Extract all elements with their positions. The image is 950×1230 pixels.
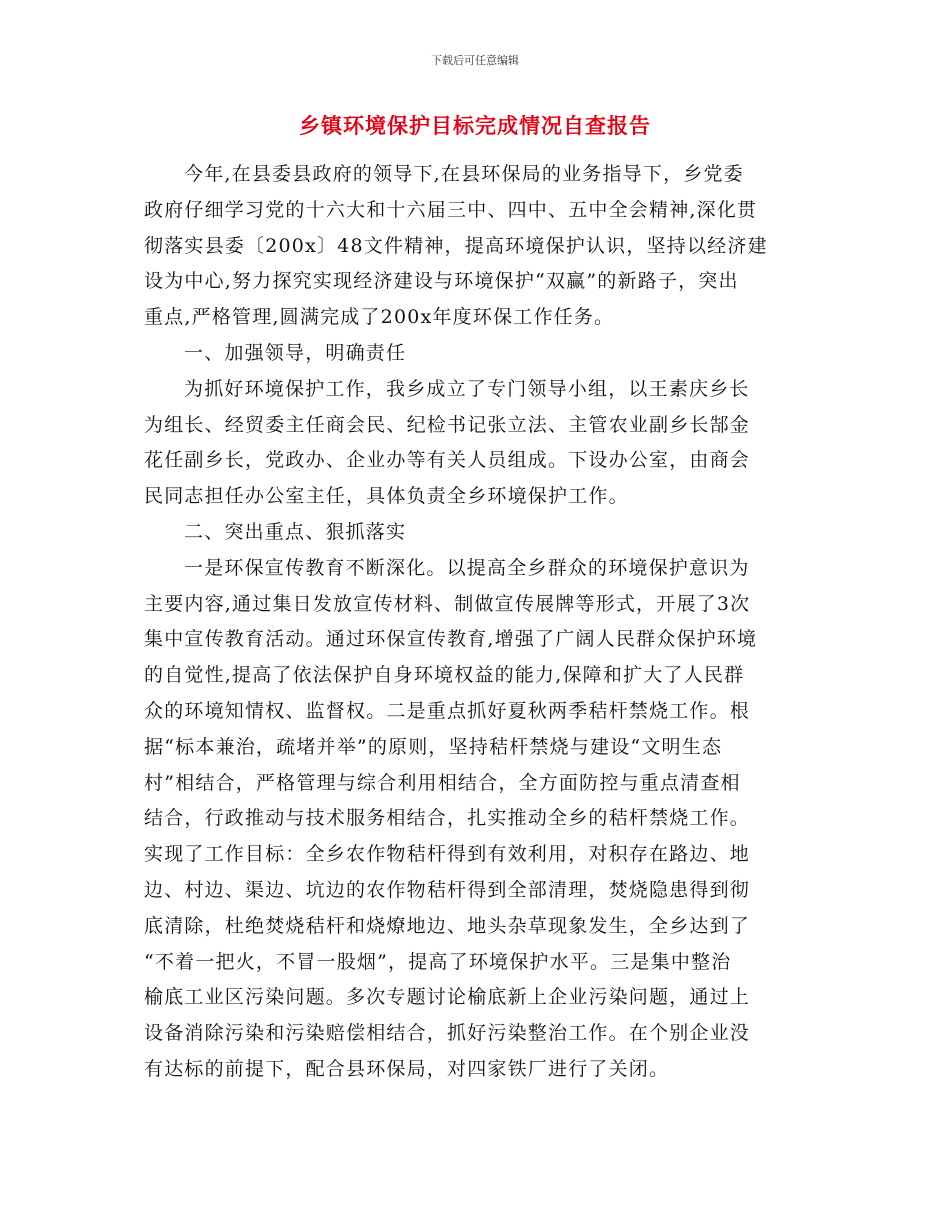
text-line: 为抓好环境保护工作，我乡成立了专门领导小组，以王素庆乡长 xyxy=(184,377,750,400)
text-line: 集中宣传教育活动。通过环保宣传教育,增强了广阔人民群众保护环境 xyxy=(144,628,758,651)
text-line: 一、加强领导，明确责任 xyxy=(184,341,407,364)
text-line: 的自觉性,提高了依法保护自身环境权益的能力,保障和扩大了人民群 xyxy=(144,664,745,687)
text-line: 政府仔细学习党的十六大和十六届三中、四中、五中全会精神,深化贯 xyxy=(144,198,758,221)
header-note: 下载后可任意编辑 xyxy=(431,54,519,67)
text-line: 主要内容,通过集日发放宣传材料、制做宣传展牌等形式，开展了3次 xyxy=(144,592,751,615)
text-line: 设为中心,努力探究实现经济建设与环境保护“双赢”的新路子，突出 xyxy=(144,270,739,293)
text-line: “不着一把火，不冒一股烟”，提高了环境保护水平。三是集中整治 xyxy=(144,950,732,973)
text-line: 结合，行政推动与技术服务相结合，扎实推动全乡的秸杆禁烧工作。 xyxy=(144,807,751,830)
text-line: 边、村边、渠边、坑边的农作物秸杆得到全部清理，焚烧隐患得到彻 xyxy=(144,878,751,901)
text-line: 实现了工作目标：全乡农作物秸杆得到有效利用，对积存在路边、地 xyxy=(144,843,751,866)
text-line: 众的环境知情权、监督权。二是重点抓好夏秋两季秸杆禁烧工作。根 xyxy=(144,699,751,722)
text-line: 据“标本兼治，疏堵并举”的原则，坚持秸杆禁烧与建设“文明生态 xyxy=(144,735,723,758)
text-line: 今年,在县委县政府的领导下,在县环保局的业务指导下，乡党委 xyxy=(184,163,744,185)
text-line: 村”相结合，严格管理与综合利用相结合，全方面防控与重点清查相 xyxy=(144,771,741,794)
text-line: 榆底工业区污染问题。多次专题讨论榆底新上企业污染问题，通过上 xyxy=(144,986,751,1009)
text-line: 二、突出重点、狠抓落实 xyxy=(184,520,407,543)
text-line: 一是环保宣传教育不断深化。以提高全乡群众的环境保护意识为 xyxy=(184,556,750,579)
text-line: 为组长、经贸委主任商会民、纪检书记张立法、主管农业副乡长郜金 xyxy=(144,413,751,436)
text-line: 底清除，杜绝焚烧秸杆和烧燎地边、地头杂草现象发生，全乡达到了 xyxy=(144,914,751,937)
document-title: 乡镇环境保护目标完成情况自查报告 xyxy=(299,113,651,138)
text-line: 彻落实县委〔200x〕48文件精神，提高环境保护认识，坚持以经济建 xyxy=(144,234,768,257)
text-line: 设备消除污染和污染赔偿相结合，抓好污染整治工作。在个别企业没 xyxy=(144,1022,751,1045)
text-line: 有达标的前提下，配合县环保局，对四家铁厂进行了关闭。 xyxy=(144,1057,670,1080)
text-line: 重点,严格管理,圆满完成了200x年度环保工作任务。 xyxy=(144,306,615,329)
text-line: 民同志担任办公室主任，具体负责全乡环境保护工作。 xyxy=(144,485,629,508)
document-body xyxy=(144,157,804,1088)
text-line: 花任副乡长，党政办、企业办等有关人员组成。下设办公室，由商会 xyxy=(144,449,751,472)
